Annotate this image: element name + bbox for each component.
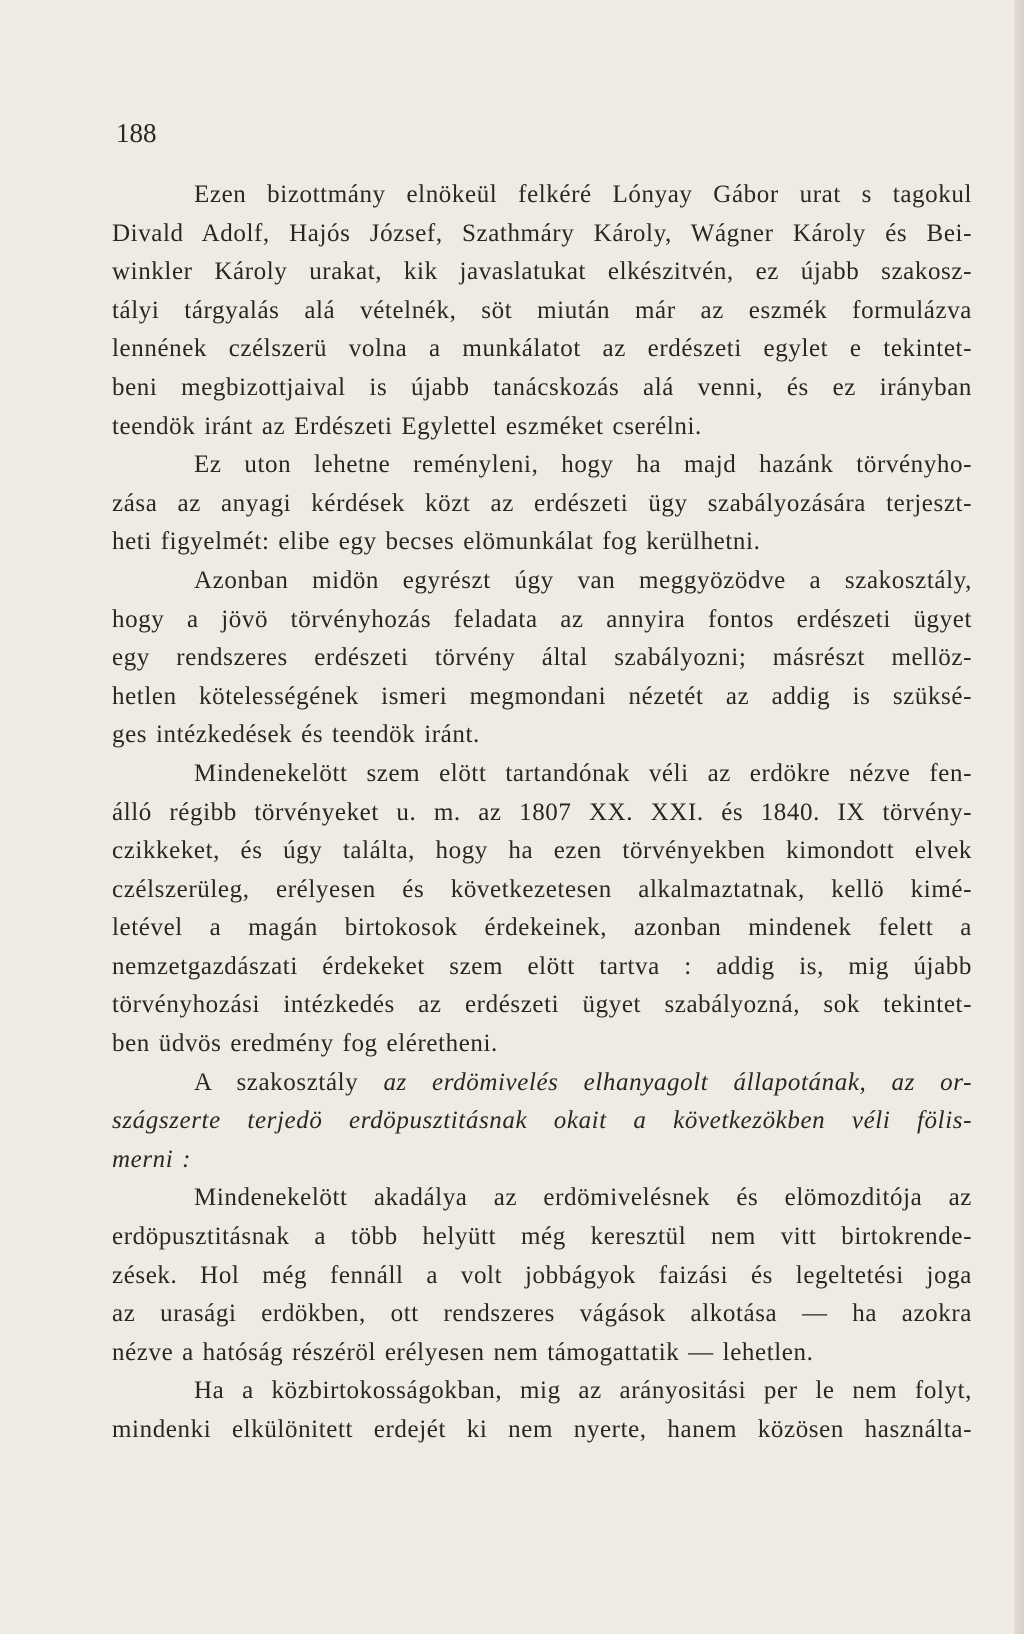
text-line: zása az anyagi kérdések közt az erdészeti ügy szabályozására terjeszt- (112, 489, 972, 517)
text-line: nézve a hatóság részéröl erélyesen nem támogattatik — lehetlen. (112, 1338, 814, 1366)
text-line: ges intézkedések és teendök iránt. (112, 721, 480, 749)
text-line: hogy a jövö törvényhozás feladata az annyira fontos erdészeti ügyet (112, 605, 972, 633)
text-line: Mindenekelött szem elött tartandónak véli az erdökre nézve fen- (194, 759, 972, 787)
text-line: Divald Adolf, Hajós József, Szathmáry Károly, Wágner Károly és Bei- (112, 219, 972, 247)
text-line: winkler Károly urakat, kik javaslatukat elkészitvén, ez újabb szakosz- (112, 258, 972, 286)
text-line: törvényhozási intézkedés az erdészeti ügyet szabályozná, sok tekintet- (112, 991, 972, 1019)
paragraph (112, 1179, 972, 1372)
text-line: az urasági erdökben, ott rendszeres vágások alkotása — ha azokra (112, 1300, 972, 1328)
text-line: czélszerüleg, erélyesen és következetesen alkalmaztatnak, kellö kimé- (112, 875, 972, 903)
text-line: lennének czélszerü volna a munkálatot az erdészeti egylet e tekintet- (112, 335, 972, 363)
italic-text-line: szágszerte terjedö erdöpusztitásnak okait a következökben véli fölis- (112, 1107, 972, 1135)
text-line: ben üdvös eredmény fog eléretheni. (112, 1030, 498, 1058)
italic-text-run: az erdömivelés elhanyagolt állapotának, az or- (383, 1068, 972, 1096)
text-line: Azonban midön egyrészt úgy van meggyözödve a szakosztály, (194, 566, 972, 594)
text-line: tályi tárgyalás alá vételnék, söt miután már az eszmék formulázva (112, 296, 972, 324)
text-line: egy rendszeres erdészeti törvény által szabályozni; másrészt mellöz- (112, 644, 972, 672)
body-text (112, 176, 972, 1450)
italic-text-line: merni : (112, 1145, 192, 1173)
text-line: Mindenekelött akadálya az erdömivelésnek és elömozditója az (194, 1184, 972, 1212)
paragraph (112, 755, 972, 1064)
text-line (112, 1064, 972, 1103)
text-line: beni megbizottjaival is újabb tanácskozás alá venni, és ez irányban (112, 373, 972, 401)
text-run: A szakosztály (194, 1068, 384, 1096)
text-line: letével a magán birtokosok érdekeinek, azonban mindenek felett a (112, 914, 972, 942)
text-line: Ez uton lehetne reményleni, hogy ha majd hazánk törvényho- (194, 451, 972, 479)
text-line: Ezen bizottmány elnökeül felkéré Lónyay Gábor urat s tagokul (194, 181, 972, 208)
text-line: czikkeket, és úgy találta, hogy ha ezen törvényekben kimondott elvek (112, 837, 972, 865)
paragraph-italic-emphasis (112, 1064, 972, 1180)
text-line: Ha a közbirtokosságokban, mig az arányositási per le nem folyt, (194, 1377, 972, 1405)
text-line: erdöpusztitásnak a több helyütt még keresztül nem vitt birtokrende- (112, 1223, 972, 1251)
text-line: teendök iránt az Erdészeti Egylettel eszméket cserélni. (112, 412, 702, 440)
page-edge (1014, 0, 1024, 1634)
page-number: 188 (116, 118, 157, 148)
paragraph (112, 176, 972, 446)
text-line: heti figyelmét: elibe egy becses elömunkálat fog kerülhetni. (112, 528, 761, 556)
text-line: hetlen kötelességének ismeri megmondani nézetét az addig is szüksé- (112, 682, 972, 710)
text-line: álló régibb törvényeket u. m. az 1807 XX. XXI. és 1840. IX törvény- (112, 798, 972, 826)
text-line: mindenki elkülönitett erdejét ki nem nyerte, hanem közösen használta- (112, 1416, 972, 1443)
paragraph (112, 446, 972, 562)
paragraph (112, 1372, 972, 1449)
text-line: nemzetgazdászati érdekeket szem elött tartva : addig is, mig újabb (112, 952, 972, 980)
text-line: zések. Hol még fennáll a volt jobbágyok faizási és legeltetési joga (112, 1261, 972, 1289)
paragraph (112, 562, 972, 755)
